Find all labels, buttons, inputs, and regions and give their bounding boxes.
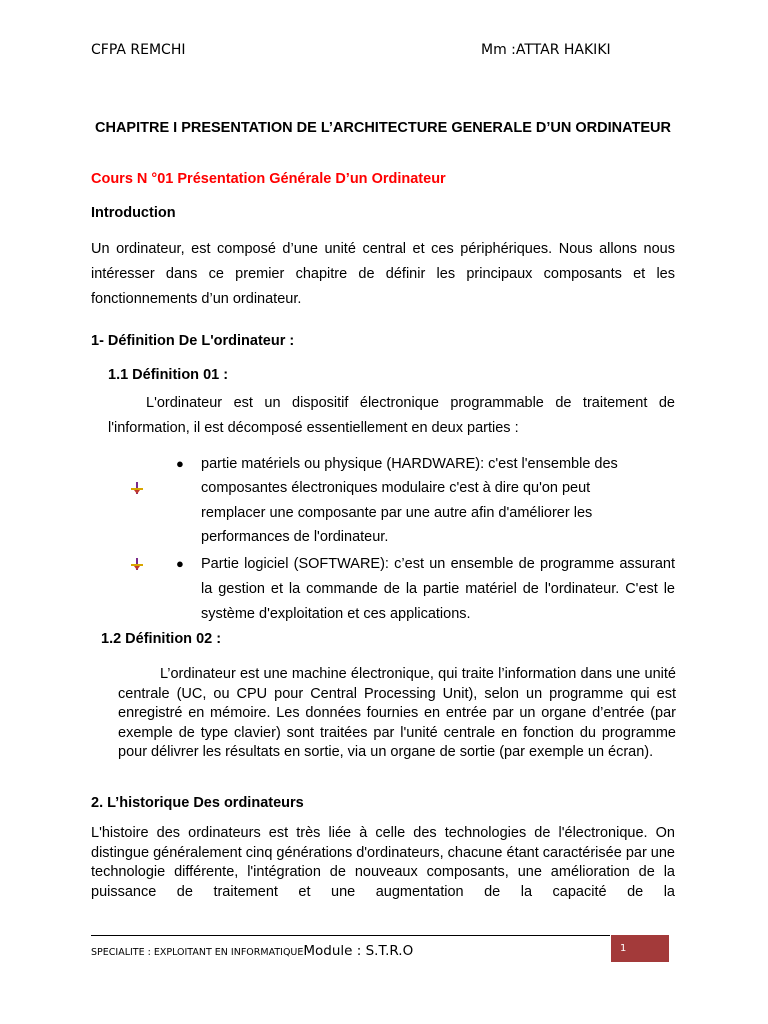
def2-text: L’ordinateur est une machine électronique, qui traite l’information dans une unité centrale (UC, ou CPU pour Central Processing Unit), selon un programme qui est enregistré en mémoire. Les données fournies en entrée par un organe d’entrée (par exemple de type clavier) sont traitées par l'unité centrale en fonction du programme pour délivrer les résultats en sortie, via un organe de sortie (par exemple un écran). xyxy=(118,666,676,760)
footer-specialite: SPECIALITE : EXPLOITANT EN INFORMATIQUE xyxy=(91,947,304,958)
page-number: 1 xyxy=(620,943,627,954)
header-left: CFPA REMCHI xyxy=(91,42,186,58)
chapter-title: CHAPITRE I PRESENTATION DE L’ARCHITECTURE GENERALE D’UN ORDINATEUR xyxy=(95,120,671,136)
introduction-heading: Introduction xyxy=(91,205,176,221)
def1-heading: 1.1 Définition 01 : xyxy=(108,367,229,383)
bullet-dot-icon: ● xyxy=(176,456,184,471)
footer-divider xyxy=(91,935,610,936)
course-title: Cours N °01 Présentation Générale D’un Ordinateur xyxy=(91,171,446,187)
arrow-bullet-icon xyxy=(130,481,144,500)
bullet-software-text: Partie logiciel (SOFTWARE): c’est un ensemble de programme assurant la gestion et la commande de la partie matériel de l'ordinateur. C'est le système d'exploitation et ces applications. xyxy=(201,556,675,622)
page-number-box xyxy=(611,935,669,962)
bullet-hardware-text: partie matériels ou physique (HARDWARE): c'est l'ensemble des composantes électroniques modulaire c'est à dire qu'on peut remplacer une composante par une autre afin d'améliorer les performances de l'ordinateur. xyxy=(201,456,618,545)
introduction-text: Un ordinateur, est composé d’une unité central et ces périphériques. Nous allons nous intéresser dans ce premier chapitre de définir les principaux composants et les fonctionnements d’un ordinateur. xyxy=(91,241,675,307)
section2-heading: 2. L’historique Des ordinateurs xyxy=(91,795,304,811)
header-right: Mm :ATTAR HAKIKI xyxy=(481,42,611,58)
section2-text: L'histoire des ordinateurs est très liée à celle des technologies de l'électronique. On distingue généralement cinq générations d'ordinateurs, chacune étant caractérisée par une technologie différente, l'intégration de nouveaux composants, une amélioration de la puissance de traitement et une augmentation de la capacité de la xyxy=(91,825,675,900)
def1-text: L'ordinateur est un dispositif électronique programmable de traitement de l'information, il est décomposé essentiellement en deux parties : xyxy=(108,395,675,436)
footer-module: Module : S.T.R.O xyxy=(303,943,414,959)
footer-label xyxy=(91,942,413,960)
def2-heading: 1.2 Définition 02 : xyxy=(101,631,222,647)
section1-heading: 1- Définition De L'ordinateur : xyxy=(91,333,295,349)
arrow-bullet-icon xyxy=(130,557,144,576)
bullet-dot-icon: ● xyxy=(176,556,184,571)
